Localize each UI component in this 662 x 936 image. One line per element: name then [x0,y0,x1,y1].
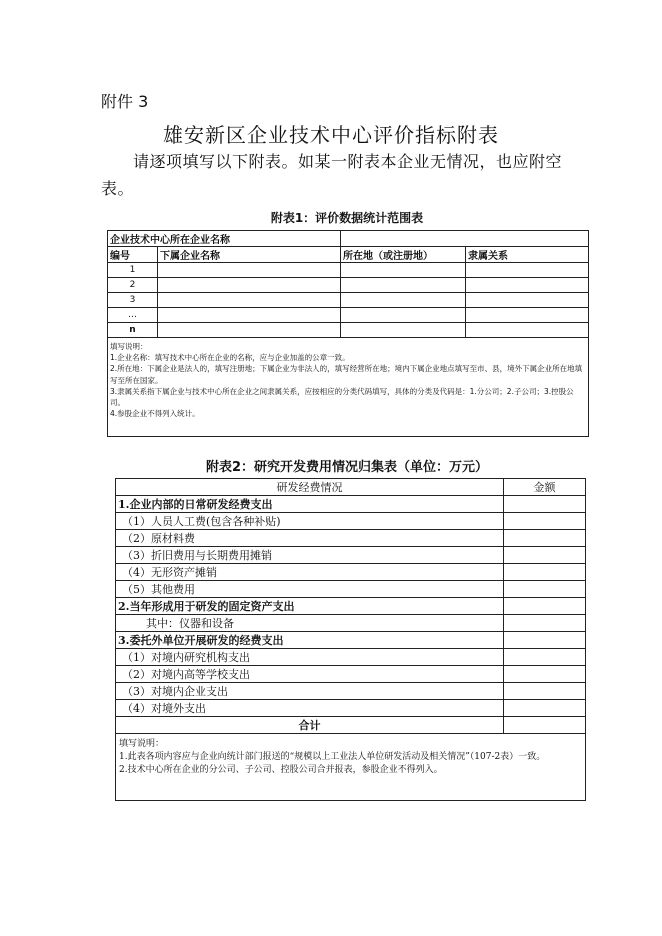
table1 [107,230,589,437]
table-row [116,581,586,598]
table2-notes [116,734,586,801]
expense-item-label: （1）对境内研究机构支出 [116,649,504,666]
expense-item-label: （1）人员人工费(包含各种补贴) [116,513,504,530]
table-row [116,666,586,683]
table2-title: 附表2：研究开发费用情况归集表（单位：万元） [205,460,489,475]
table2 [115,478,586,801]
amount-cell [504,530,586,547]
expense-item-label: （4）对境外支出 [116,700,504,717]
table-row [108,278,589,293]
amount-cell [504,683,586,700]
amount-cell [504,581,586,598]
amount-cell [504,513,586,530]
note-line: 2.技术中心所在企业的分公司、子公司、控股公司合并报表，参股企业不得列入。 [119,765,443,775]
note-line: 填写说明： [119,739,165,749]
table-row [116,598,586,615]
table-row [108,308,589,323]
expense-item-label: （3）折旧费用与长期费用摊销 [116,547,504,564]
amount-cell [504,649,586,666]
expense-item-label: （4）无形资产摊销 [116,564,504,581]
note-line: 4.参股企业不得列入统计。 [110,409,200,419]
row-number: n [108,323,158,338]
desc-header: 研发经费情况 [116,479,504,496]
table-row [108,263,589,278]
company-name-label: 企业技术中心所在企业名称 [108,231,341,247]
table1-title: 附表1：评价数据统计范围表 [270,211,424,225]
table-row [108,293,589,308]
expense-item-label: （5）其他费用 [116,581,504,598]
company-name-cell [341,231,589,247]
table-row [116,649,586,666]
amount-header: 金额 [504,479,586,496]
amount-cell [504,564,586,581]
table-row [116,530,586,547]
row-number: 1 [108,263,158,278]
expense-item-label: 1.企业内部的日常研发经费支出 [116,496,504,513]
note-line: 1.企业名称：填写技术中心所在企业的名称，应与企业加盖的公章一致。 [110,353,350,363]
total-label: 合计 [116,717,504,734]
col-number-header: 编号 [108,247,158,263]
amount-cell [504,598,586,615]
expense-item-label: （3）对境内企业支出 [116,683,504,700]
expense-item-label: 3.委托外单位开展研发的经费支出 [116,632,504,649]
amount-cell [504,615,586,632]
intro-paragraph: 请逐项填写以下附表。如某一附表本企业无情况，也应附空表。 [101,152,563,198]
table-row [116,564,586,581]
amount-cell [504,496,586,513]
row-number: … [108,308,158,323]
table-row [116,683,586,700]
expense-item-label: 2.当年形成用于研发的固定资产支出 [116,598,504,615]
expense-item-label: 其中：仪器和设备 [116,615,504,632]
col-affiliation-header: 隶属关系 [466,247,589,263]
row-number: 2 [108,278,158,293]
attachment-label: 附件 3 [101,92,149,111]
table-row [116,496,586,513]
amount-cell [504,632,586,649]
note-line: 填写说明： [110,342,148,351]
amount-cell [504,700,586,717]
amount-cell [504,547,586,564]
total-amount-cell [504,717,586,734]
col-location-header: 所在地（或注册地） [341,247,466,263]
table1-notes [108,338,589,437]
expense-item-label: （2）原材料费 [116,530,504,547]
document-title: 雄安新区企业技术中心评价指标附表 [163,123,499,147]
amount-cell [504,666,586,683]
note-line: 3.隶属关系指下属企业与技术中心所在企业之间隶属关系，应按相应的分类代码填写，具体的分类及代码是：1.分公司；2.子公司；3.控股公司。 [110,386,574,408]
table-row [116,615,586,632]
table-row [116,513,586,530]
table-row [108,323,589,338]
expense-item-label: （2）对境内高等学校支出 [116,666,504,683]
table-row [116,700,586,717]
table-row [116,632,586,649]
table-row [116,547,586,564]
col-subsidiary-header: 下属企业名称 [158,247,341,263]
row-number: 3 [108,293,158,308]
note-line: 1.此表各项内容应与企业向统计部门报送的“规模以上工业法人单位研发活动及相关情况”（107-2表）一致。 [119,752,546,762]
note-line: 2.所在地：下属企业是法人的，填写注册地；下属企业为非法人的，填写经营所在地；境内下属企业地点填写至市、县，境外下属企业所在地填写至所在国家。 [110,364,583,385]
